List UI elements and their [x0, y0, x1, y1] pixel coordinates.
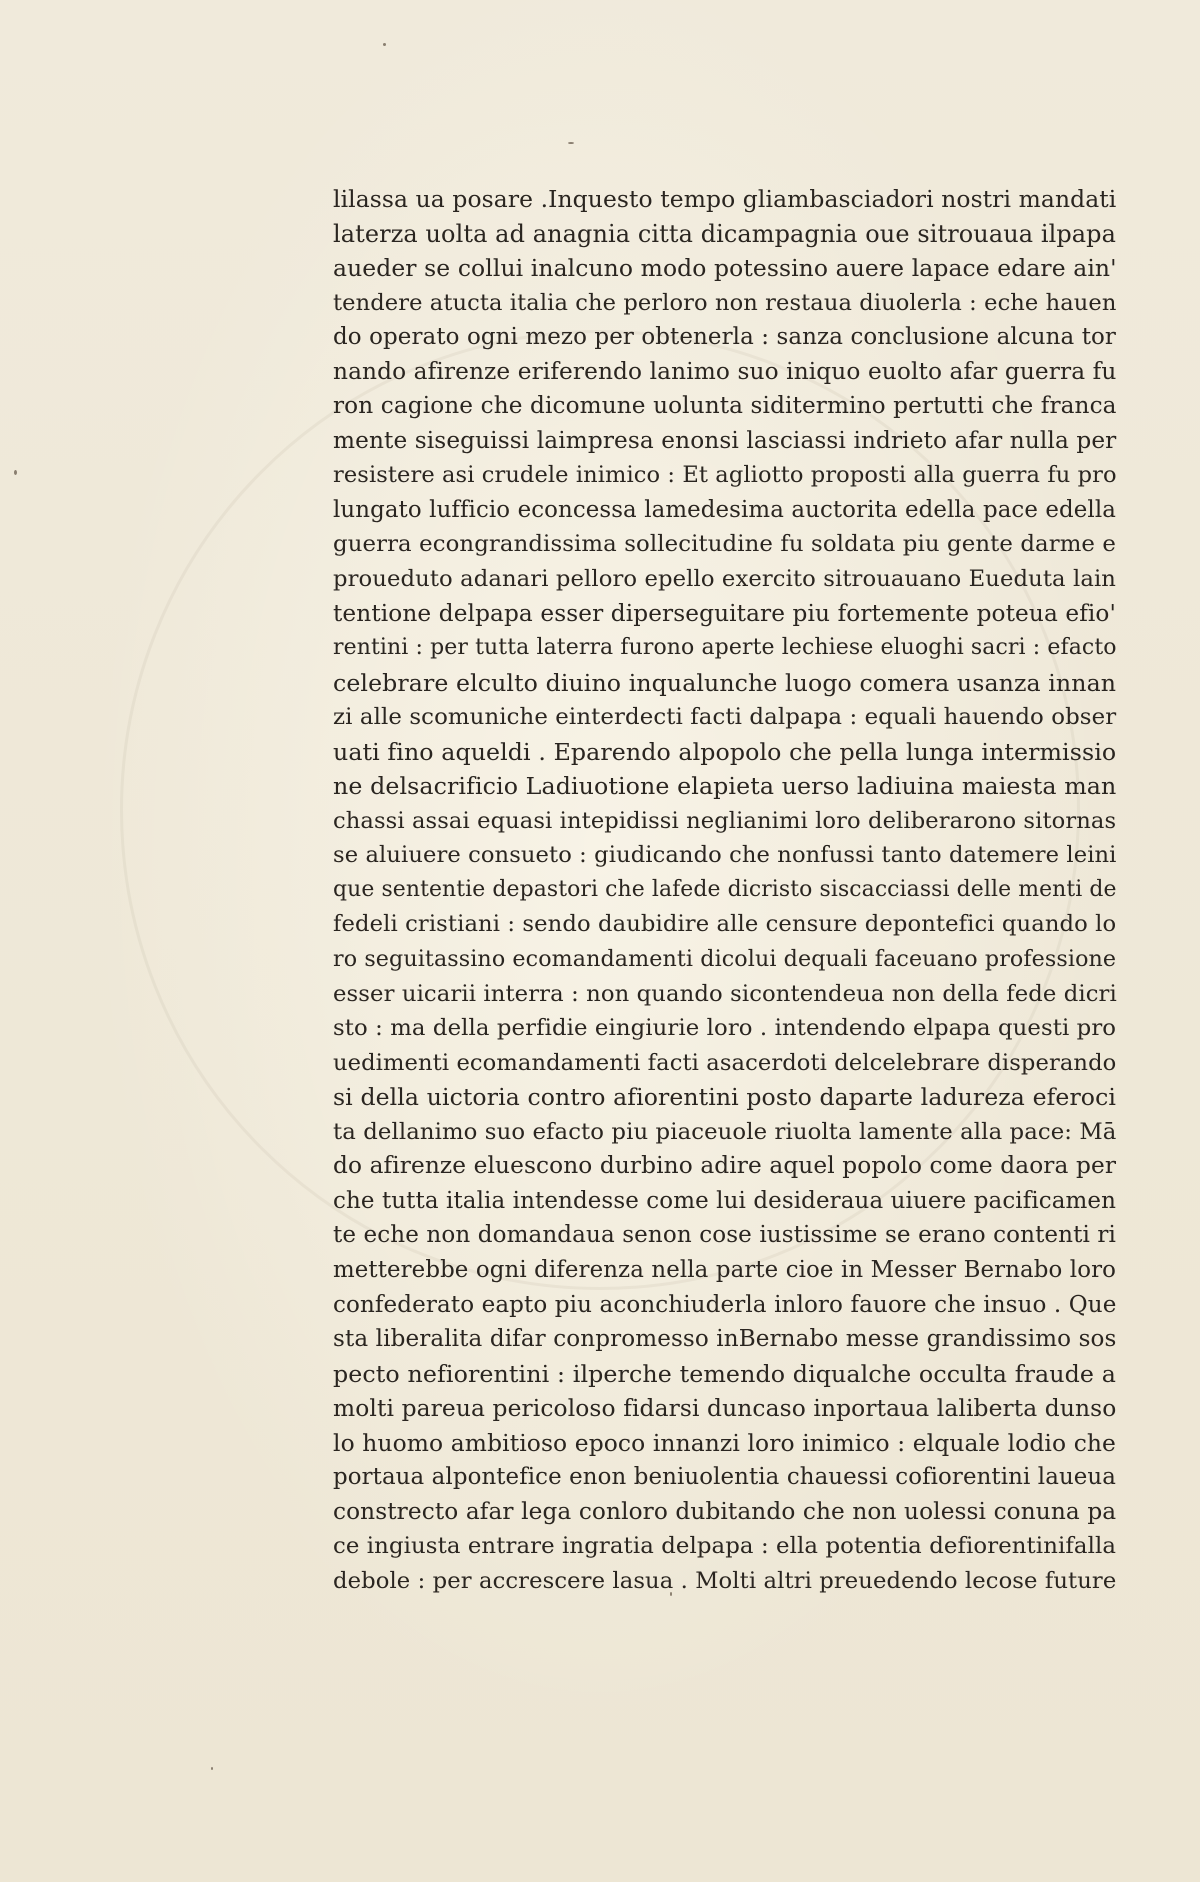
text-line: debole : per accrescere lasua . Molti altri preuedendo lecose future	[333, 1567, 1117, 1594]
paper-speck	[211, 1767, 213, 1770]
text-line: uedimenti ecomandamenti facti asacerdoti delcelebrare disperando	[333, 1049, 1117, 1076]
text-line: rentini : per tutta laterra furono aperte lechiese eluoghi sacri : efacto	[333, 635, 1117, 661]
text-line: ro seguitassino ecomandamenti dicolui dequali faceuano professione	[333, 946, 1117, 973]
text-line: metterebbe ogni diferenza nella parte cioe in Messer Bernabo loro	[333, 1256, 1116, 1283]
text-line: tendere atucta italia che perloro non restaua diuolerla : eche hauen	[333, 289, 1117, 316]
text-line: zi alle scomuniche einterdecti facti dalpapa : equali hauendo obser	[333, 704, 1117, 731]
text-line: se aluiuere consueto : giudicando che nonfussi tanto datemere leini	[333, 842, 1117, 869]
text-line: sto : ma della perfidie eingiurie loro . intendendo elpapa questi pro	[333, 1015, 1117, 1042]
paper-speck	[383, 43, 386, 46]
text-line: esser uicarii interra : non quando sicontendeua non della fede dicri	[333, 980, 1117, 1007]
text-line: ce ingiusta entrare ingratia delpapa : ella potentia defiorentinifalla	[333, 1533, 1117, 1560]
paper-speck	[568, 142, 574, 144]
text-line: guerra econgrandissima sollecitudine fu soldata piu gente darme e	[333, 531, 1116, 558]
text-line: uati fino aqueldi . Eparendo alpopolo che pella lunga intermissio	[333, 737, 1117, 766]
text-line: aueder se collui inalcuno modo potessino auere lapace edare ain'	[333, 254, 1117, 283]
body-text	[333, 182, 1116, 1598]
text-line: portaua alpontefice enon beniuolentia chauessi cofiorentini laueua	[333, 1464, 1116, 1491]
text-line: lungato lufficio econcessa lamedesima auctorita edella pace edella	[333, 496, 1116, 523]
text-line: confederato eapto piu aconchiuderla inloro fauore che insuo . Que	[333, 1291, 1117, 1318]
text-line: lilassa ua posare .Inquesto tempo gliambasciadori nostri mandati	[333, 185, 1117, 213]
text-line: si della uictoria contro afiorentini posto daparte ladureza eferoci	[333, 1083, 1116, 1112]
text-line: mente siseguissi laimpresa enonsi lasciassi indrieto afar nulla per	[333, 426, 1117, 454]
text-line: laterza uolta ad anagnia citta dicampagnia oue sitrouaua ilpapa	[333, 219, 1116, 248]
text-line: sta liberalita difar conpromesso inBernabo messe grandissimo sos	[333, 1326, 1117, 1353]
paper-speck	[14, 470, 17, 475]
text-line: ron cagione che dicomune uolunta siditermino pertutti che franca	[333, 392, 1117, 420]
text-line: nando afirenze eriferendo lanimo suo iniquo euolto afar guerra fu	[333, 357, 1117, 385]
text-line: ta dellanimo suo efacto piu piaceuole riuolta lamente alla pace: Mā	[333, 1118, 1117, 1145]
text-line: molti pareua pericoloso fidarsi duncaso inportaua laliberta dunso	[333, 1394, 1117, 1423]
text-line: che tutta italia intendesse come lui desideraua uiuere pacificamen	[333, 1187, 1117, 1214]
text-line: que sententie depastori che lafede dicristo siscacciassi delle menti de	[333, 876, 1117, 902]
text-line: proueduto adanari pelloro epello exercito sitrouauano Eueduta lain	[333, 566, 1116, 593]
text-line: do operato ogni mezo per obtenerla : sanza conclusione alcuna tor	[333, 324, 1116, 351]
text-line: te eche non domandaua senon cose iustissime se erano contenti ri	[333, 1222, 1116, 1249]
text-line: pecto nefiorentini : ilperche temendo diqualche occulta fraude a	[333, 1359, 1116, 1388]
text-line: chassi assai equasi intepidissi neglianimi loro deliberarono sitornas	[333, 807, 1117, 834]
text-line: lo huomo ambitioso epoco innanzi loro inimico : elquale lodio che	[333, 1428, 1116, 1457]
text-line: celebrare elculto diuino inqualunche luogo comera usanza innan	[333, 668, 1117, 697]
text-line: constrecto afar lega conloro dubitando che non uolessi conuna pa	[333, 1497, 1117, 1525]
text-line: tentione delpapa esser diperseguitare piu fortemente poteua efio'	[333, 599, 1116, 627]
text-line: resistere asi crudele inimico : Et agliotto proposti alla guerra fu pro	[333, 462, 1117, 489]
text-line: ne delsacrificio Ladiuotione elapieta uerso ladiuina maiesta man	[333, 772, 1117, 801]
text-line: do afirenze eluescono durbino adire aquel popolo come daora per	[333, 1152, 1117, 1180]
text-line: fedeli cristiani : sendo daubidire alle censure depontefici quando lo	[333, 911, 1117, 938]
